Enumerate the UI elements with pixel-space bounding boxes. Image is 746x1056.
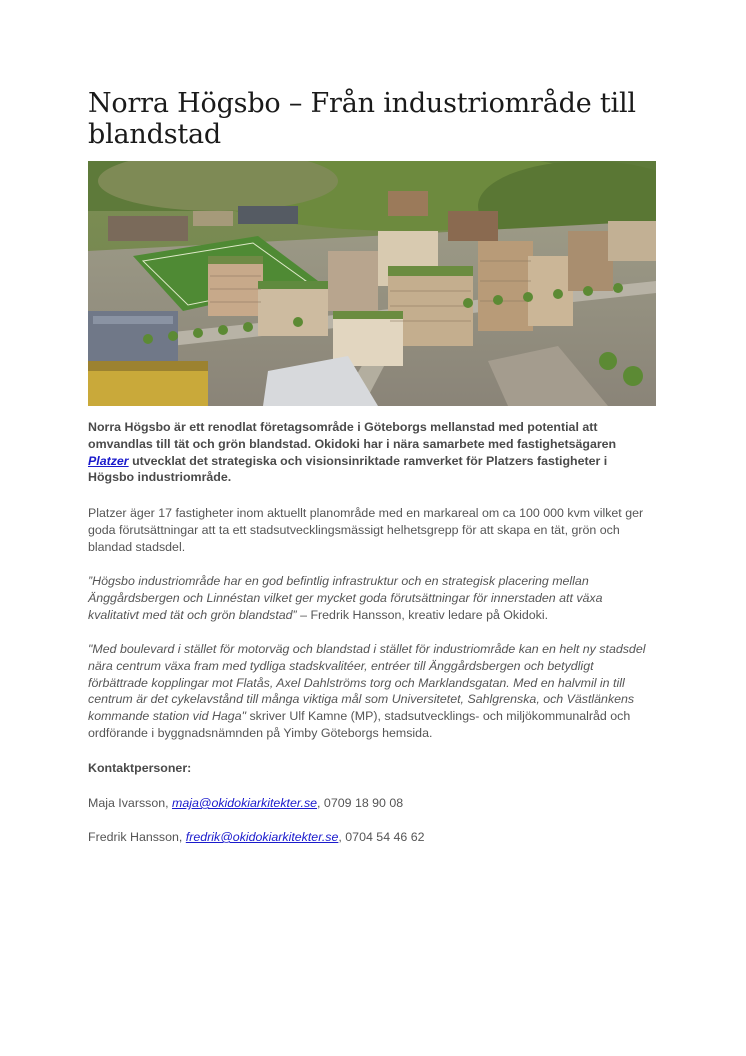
contact-email-link[interactable]: maja@okidokiarkitekter.se	[172, 796, 318, 810]
lead-paragraph	[88, 419, 656, 486]
lead-text-start: Norra Högsbo är ett renodlat företagsområde i Göteborgs mellanstad med potential att omvandlas till tät och grön blandstad. Okidoki har i nära samarbete med fastighetsägaren	[88, 420, 617, 451]
quote-attribution: – Fredrik Hansson, kreativ ledare på Okidoki.	[296, 607, 549, 622]
contact-phone: , 0709 18 90 08	[317, 796, 404, 810]
quote-text: ”Högsbo industriområde har en god befintlig infrastruktur och en strategisk placering mellan Änggårdsbergen och Linnéstan vilket ger mycket goda förutsättningar för innerstaden att växa kvalitativt med tät och grön blandstad”	[88, 574, 603, 622]
contact-line	[88, 829, 656, 846]
quote-paragraph-kamne	[88, 641, 656, 742]
contact-name: Fredrik Hansson,	[88, 830, 186, 844]
page-title: Norra Högsbo – Från industriområde till blandstad	[88, 88, 636, 150]
contact-email-link[interactable]: fredrik@okidokiarkitekter.se	[185, 830, 339, 844]
quote-text: "Med boulevard i stället för motorväg och blandstad i stället för industriområde kan en helt ny stadsdel nära centrum växa fram med tydliga stadskvalitéer, entréer till Änggårdsbergen och betydligt förbättrade kopplingar mot Flatås, Axel Dahlströms torg och Marklandsgatan. Med en halvmil in till centrum är det cykelavstånd till många viktiga mål som Universitetet, Sahlgrenska, och Västlänkens kommande station vid Haga"	[88, 642, 646, 724]
contacts-heading: Kontaktpersoner:	[88, 761, 192, 775]
quote-paragraph-hansson	[88, 573, 656, 623]
contact-line	[88, 795, 656, 812]
contact-phone: , 0704 54 46 62	[338, 830, 425, 844]
body-paragraph: Platzer äger 17 fastigheter inom aktuellt planområde med en markareal om ca 100 000 kvm vilket ger goda förutsättningar att ta ett stadsutvecklingsmässigt helhetsgrepp för att skapa en tät, grön och blandad stadsdel.	[88, 506, 644, 554]
hero-aerial-rendering-image	[88, 161, 656, 406]
platzer-link[interactable]: Platzer	[88, 453, 129, 468]
contact-name: Maja Ivarsson,	[88, 796, 173, 810]
quote-attribution: skriver Ulf Kamne (MP), stadsutvecklings- och miljökommunalråd och ordförande i byggnadsnämnden på Yimby Göteborgs hemsida.	[88, 709, 631, 740]
lead-text-end: utvecklat det strategiska och visionsinriktade ramverket för Platzers fastigheter i Högsbo industriområde.	[88, 453, 608, 485]
